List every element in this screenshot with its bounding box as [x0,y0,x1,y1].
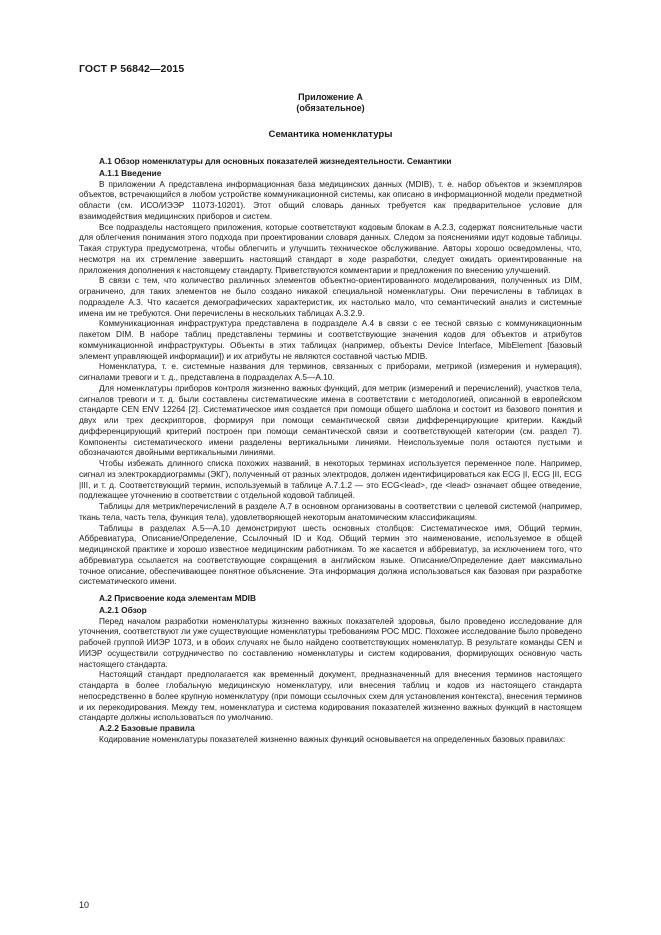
paragraph: Чтобы избежать длинного списка похожих названий, в некоторых терминах используется переменное поле. Например, сигнал из электрокардиограммы (ЭКГ), полученный от разных электродов, должен идентифицироваться как ECG |I, ECG |II, ECG |III, и т. д. Соответствующий термин, используемый в таблице А.7.1.2 — это ECG<lead>, где <lead> означает общее отведение, подлежащее уточнению в соответствии с отдельной кодовой таблицей. [79,458,582,501]
paragraph: Для номенклатуры приборов контроля жизненно важных функций, для метрик (измерений и перечислений), участков тела, сигналов тревоги и т. д. были составлены систематические имена в соответствии с методологией, описанной в европейском стандарте CEN ENV 12264 [2]. Систематическое имя создается при помощи общего шаблона и состоит из базового понятия и двух или трех дескрипторов, формируя при помощи семантической связи дифференцирующие критерии. Каждый дифференцирующий критерий построен при помощи семантической связи и соответствующей категории (см. раздел 7). Компоненты систематического имени разделены вертикальными линиями. Неиспользуемые поля остаются пустыми и обозначаются двойными вертикальными линиями. [79,382,582,458]
appendix-heading [79,92,582,114]
subsection-heading-a22: А.2.2 Базовые правила [99,723,195,733]
paragraph: Кодирование номенклатуры показателей жизненно важных функций основывается на определенных базовых правилах: [99,733,566,744]
paragraph: Таблицы для метрик/перечислений в разделе А.7 в основном организованы в соответствии с целевой системой (например, ткань тела, часть тела, функция тела), удовлетворяющей некоторым анатомическим классификациям. [79,501,582,522]
paragraph: Таблицы в разделах А.5—А.10 демонстрируют шесть основных столбцов: Систематическое имя, Общий термин, Аббревиатура, Описание/Определение, Ссылочный ID и Код. Общий термин это наименование, используемое в общей медицинской практике и хорошо известное медицинским работникам. То же касается и аббревиатур, за исключением того, что аббревиатура ссылается на соответствующие сокращения в английском языке. Описание/Определение дает максимально точное описание, обеспечивающее понятное объяснение. Эта информация должна использоваться как базовая при разработке систематического имени. [79,522,582,587]
paragraph: В приложении А представлена информационная база медицинских данных (MDIB), т. е. набор объектов и экземпляров объектов, встречающийся в любом устройстве коммуникационной системы, как описано в информационной модели предметной области (см. ИСО/ИЭЭР 11073-10201). Этот общий словарь данных требуется как предварительное условие для взаимодействия медицинских приборов и систем. [79,178,582,221]
paragraph: Коммуникационная инфраструктура представлена в подразделе А.4 в связи с ее тесной связью с коммуникационным пакетом DIM. В наборе таблиц представлены термины и соответствующие значения кодов для объектов и атрибутов коммуникационной инфраструктуры. Объекты в этих таблицах (например, объекты Device Interface, MibElement [базовый элемент управляющей информации]) и их атрибуты не являются составной частью MDIB. [79,318,582,361]
appendix-status: (обязательное) [296,103,365,113]
paragraph: Настоящий стандарт предполагается как временный документ, предназначенный для внесения терминов настоящего стандарта в более глобальную медицинскую номенклатуру, или внесения таблиц и кодов из настоящего стандарта непосредственно в более крупную номенклатуру (при помощи ссылочных схем для установления контекста), внесения терминов и их перекодирования. Между тем, номенклатура и система кодирования показателей жизненно важных функций в настоящем стандарте должны использоваться по умолчанию. [79,669,582,723]
paragraph: Все подразделы настоящего приложения, которые соответствуют кодовым блокам в А.2.3, содержат пояснительные части для облегчения понимания этого подхода при проектировании словаря данных. Следом за пояснениями идут кодовые таблицы. Такая структура предусмотрена, чтобы облегчить и улучшить техническое обслуживание. Авторы хорошо осведомлены, что, несмотря на их стремление завершить настоящий стандарт в ходе разработки, следует ожидать ориентированные на приложения дополнения к настоящему стандарту. Приветствуются комментарии и предложения по внесению улучшений. [79,221,582,275]
standard-designation: ГОСТ Р 56842—2015 [79,63,185,75]
appendix-title: Семантика номенклатуры [268,129,393,140]
subsection-heading-a11: А.1.1 Введение [99,167,162,178]
paragraph: Перед началом разработки номенклатуры жизненно важных показателей здоровья, было проведено исследование для уточнения, соответствуют ли уже существующие номенклатуры требованиям РОС MDC. Похожее исследование было проведено рабочей группой ИИЭР 1073, и в обоих случаях не было найдено соответствующих номенклатур. В результате команды CEN и ИИЭР осуществили сотрудничество по составлению номенклатуры и систем кодирования, формирующих основную часть настоящего стандарта. [79,615,582,669]
document-body [79,156,582,745]
appendix-label: Приложение А [298,92,363,102]
page-number: 10 [79,900,90,910]
paragraph: В связи с тем, что количество различных элементов объектно-ориентированного моделирования, полученных из DIM, ограничено, для таких элементов не было создано никакой специальной номенклатуры. Они перечислены в таблицах в подразделе А.3. Что касается демографических характеристик, их настолько мало, что семантический анализ и системные имена им не требуются. Они перечислены в нескольких таблицах А.3.2.9. [79,275,582,318]
section-heading-a2: А.2 Присвоение кода элементам MDIB [99,593,256,603]
subsection-heading-a21: А.2.1 Обзор [99,604,147,615]
section-heading-a1: А.1 Обзор номенклатуры для основных показателей жизнедеятельности. Семантики [99,156,452,166]
paragraph: Номенклатура, т. е. системные названия для терминов, связанных с приборами, метрикой (измерения и нумерация), сигналами тревоги и т. д., представлена в подразделах А.5—А.10. [79,361,582,382]
